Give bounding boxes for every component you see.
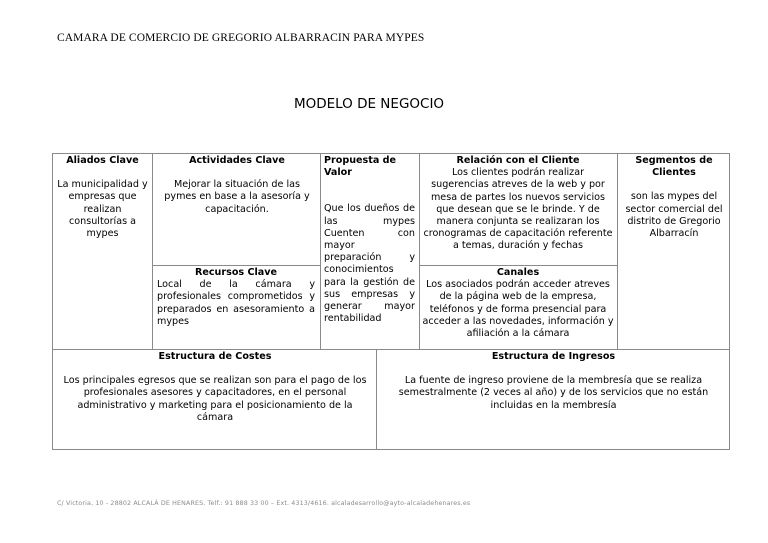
canvas-divider-bottom-row (52, 349, 730, 350)
cell-estructura-ingresos (381, 351, 726, 412)
recursos-clave-text: Local de la cámara y profesionales comprometidos y preparados en asesoramiento a mypes (157, 279, 315, 327)
segmentos-clientes-text: son las mypes del sector comercial del distrito de Gregorio Albarracín (625, 191, 723, 240)
cell-aliados-clave (57, 155, 148, 240)
canvas-divider-bottom-col (376, 349, 377, 450)
propuesta-valor-text: Que los dueños de las mypes Cuenten con mayor preparación y conocimientos para la gestión de sus empresas y generar mayor rentabilidad (324, 203, 415, 325)
canvas-border-left (52, 153, 53, 450)
cell-recursos-clave (157, 267, 315, 328)
page-title: MODELO DE NEGOCIO (293, 96, 445, 112)
aliados-clave-text: La municipalidad y empresas que realizan consultorías a mypes (57, 179, 148, 240)
canales-text: Los asociados podrán acceder atreves de la página web de la empresa, teléfonos y de forma presencial para acceder a las novedades, información y afiliación a la cámara (422, 279, 614, 340)
relacion-cliente-text: Los clientes podrán realizar sugerencias atreves de la web y por mesa de partes los nuevos servicios que desean que se le brinde. Y de manera conjunta se realizaran los cronogramas de capacitación referente a temas, duración y fechas (423, 167, 613, 252)
cell-relacion-cliente (422, 155, 614, 253)
canvas-border-right (729, 153, 730, 450)
cell-propuesta-valor (324, 155, 415, 325)
business-model-canvas (52, 153, 730, 450)
segmentos-clientes-heading: Segmentos de Clientes (635, 155, 713, 179)
document-header: CAMARA DE COMERCIO DE GREGORIO ALBARRACIN PARA MYPES (57, 32, 425, 44)
estructura-ingresos-text: La fuente de ingreso proviene de la membresía que se realiza semestralmente (2 veces al año) y de los servicios que no están incluidas en la membresía (398, 375, 709, 411)
relacion-cliente-heading: Relación con el Cliente (456, 155, 580, 166)
cell-actividades-clave (157, 155, 317, 216)
cell-segmentos-clientes (621, 155, 727, 240)
document-footer: C/ Victoria, 10 - 28802 ALCALÁ DE HENARES. Telf.: 91 888 33 00 – Ext. 4313/4616. alcaladesarrollo@ayto-alcaladehenares.es (57, 500, 471, 507)
actividades-clave-heading: Actividades Clave (189, 155, 285, 166)
actividades-clave-text: Mejorar la situación de las pymes en base a la asesoría y capacitación. (164, 179, 310, 215)
canvas-border-top (52, 153, 730, 154)
canvas-divider-col4 (617, 153, 618, 349)
propuesta-valor-heading: Propuesta de Valor (324, 155, 397, 179)
canvas-border-bottom (52, 449, 730, 450)
estructura-costes-heading: Estructura de Costes (158, 351, 272, 362)
estructura-costes-text: Los principales egresos que se realizan son para el pago de los profesionales asesores y capacitadores, en el personal administrativo y marketing para el posicionamiento de la cámara (63, 375, 367, 423)
canvas-divider-col2 (320, 153, 321, 349)
cell-canales (422, 267, 614, 340)
canvas-divider-col3 (419, 153, 420, 349)
estructura-ingresos-heading: Estructura de Ingresos (491, 351, 616, 362)
cell-estructura-costes (58, 351, 372, 424)
aliados-clave-heading: Aliados Clave (66, 155, 139, 166)
recursos-clave-heading: Recursos Clave (194, 267, 278, 278)
canvas-divider-actividades-recursos (152, 265, 320, 266)
canvas-divider-col1 (152, 153, 153, 349)
canvas-divider-relacion-canales (419, 265, 617, 266)
canales-heading: Canales (496, 267, 540, 278)
